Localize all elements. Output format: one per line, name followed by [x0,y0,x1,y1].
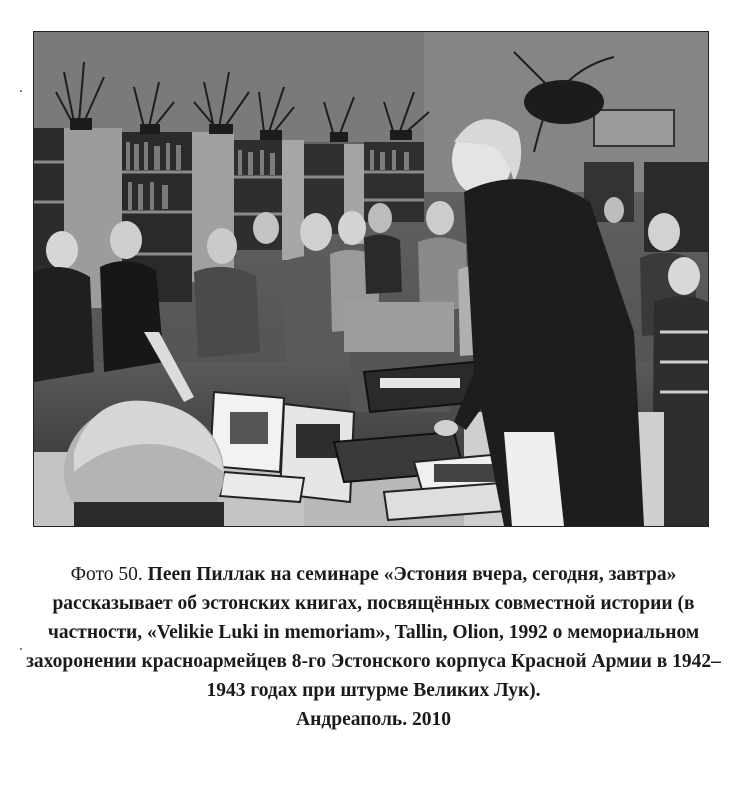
scan-dot-top [20,90,22,92]
photo-caption [20,560,727,734]
seminar-photograph [33,31,709,527]
caption-place-date: Андреаполь. 2010 [296,709,451,730]
photo-illustration [34,32,708,526]
caption-body: Пееп Пиллак на семинаре «Эстония вчера, сегодня, завтра» рассказывает об эстонских книгах, посвящённых совместной истории (в частности, «Velikie Luki in memoriam», Tallin, Olion, 1992 о мемориальном захоронении красноармейцев 8-го Эстонского корпуса Красной Армии в 1942–1943 годах при штурме Великих Лук). [26,564,721,701]
caption-number: Фото 50. [70,564,148,585]
